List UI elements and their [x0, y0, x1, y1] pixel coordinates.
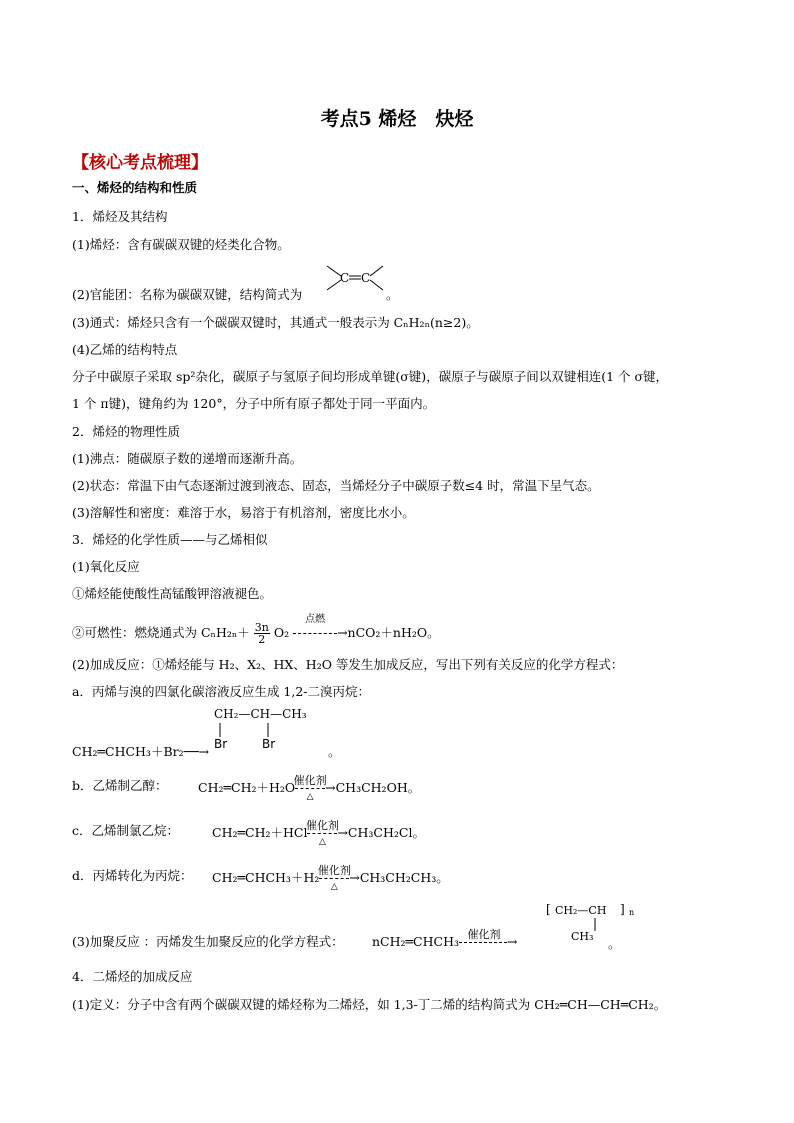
equation-c-products: →CH₃CH₂Cl。 — [337, 825, 425, 840]
combustion-o2: O₂ — [273, 625, 290, 640]
equation-e-end: 。 — [608, 936, 621, 951]
bromine-2: Br — [262, 737, 276, 751]
catalyst-label-e: 催化剂 — [467, 927, 501, 941]
combustion-products: →nCO₂＋nH₂O。 — [337, 625, 440, 640]
equation-d-reactants: CH₂═CHCH₃＋H₂ — [212, 870, 320, 885]
para-oxidation: (1)氧化反应 — [72, 559, 140, 574]
para-kmno4: ①烯烃能使酸性高锰酸钾溶液褪色。 — [72, 586, 273, 601]
subheading-1: 1．烯烃及其结构 — [72, 209, 168, 224]
para-solubility: (3)溶解性和密度：难溶于水，易溶于有机溶剂，密度比水小。 — [72, 505, 415, 520]
para-diene-definition: (1)定义：分子中含有两个碳碳双键的烯烃称为二烯烃，如 1,3-丁二烯的结构简式为 CH₂═CH—CH═CH₂。 — [72, 997, 667, 1012]
equation-c-reactants: CH₂═CH₂＋HCl — [212, 825, 308, 840]
equation-e — [372, 927, 518, 949]
bromine-1: Br — [214, 737, 228, 751]
equation-c-label: c．乙烯制氯乙烷： — [72, 823, 180, 838]
section-heading: 【核心考点梳理】 — [72, 153, 208, 173]
para-ethylene-structure: (4)乙烯的结构特点 — [72, 342, 178, 357]
equation-d-label: d．丙烯转化为丙烷： — [72, 868, 193, 883]
svg-text:C: C — [340, 271, 350, 285]
equation-e-reactants: nCH₂═CHCH₃ — [372, 934, 459, 949]
svg-text:C: C — [361, 271, 371, 285]
para-functional-group-text: (2)官能团：名称为碳碳双键，结构简式为 — [72, 287, 303, 302]
para-functional-group — [72, 287, 302, 303]
equation-b-reactants: CH₂═CH₂＋H₂O — [198, 780, 296, 795]
page-title: 考点5 烯烃 炔烃 — [320, 108, 474, 130]
polymer-chain: CH₂—CH — [555, 904, 607, 917]
polymer-subscript-n: n — [629, 908, 635, 917]
equation-d-products: →CH₃CH₂CH₃。 — [349, 870, 449, 885]
subheading-3: 3．烯烃的化学性质——与乙烯相似 — [72, 532, 268, 547]
para-propene-bromine: a．丙烯与溴的四氯化碳溶液反应生成 1,2-二溴丙烷： — [72, 684, 371, 699]
catalyst-label-b: 催化剂 — [293, 773, 327, 787]
fraction-denominator: 2 — [258, 633, 266, 646]
equation-d — [212, 863, 449, 892]
equation-b-products: →CH₃CH₂OH。 — [325, 780, 421, 795]
catalyst-label-c: 催化剂 — [305, 818, 339, 832]
catalyst-label-d: 催化剂 — [317, 863, 351, 877]
para-hybridization-2: 1 个 π键)，键角约为 120°，分子中所有原子都处于同一平面内。 — [72, 396, 436, 411]
para-addition: (2)加成反应：①烯烃能与 H₂、X₂、HX、H₂O 等发生加成反应，写出下列有关反应的化学方程式： — [72, 657, 624, 672]
para-functional-group-end: 。 — [386, 287, 399, 302]
fraction-3n-over-2 — [254, 622, 270, 645]
para-state: (2)状态：常温下由气态逐渐过渡到液态、固态，当烯烃分子中碳原子数≤4 时，常温下呈气态。 — [72, 478, 600, 493]
equation-b — [198, 773, 421, 802]
equation-a: CH₂═CHCH₃＋Br₂──→ — [72, 744, 210, 759]
heat-label-d: △ — [330, 881, 338, 892]
heat-label-c: △ — [318, 836, 326, 847]
polymer-bracket-close: ] — [620, 902, 625, 916]
para-boiling-point: (1)沸点：随碳原子数的递增而逐渐升高。 — [72, 451, 303, 466]
equation-e-label: (3)加聚反应 ：丙烯发生加聚反应的化学方程式： — [72, 934, 344, 949]
para-hybridization-1: 分子中碳原子采取 sp²杂化，碳原子与氢原子间均形成单键(σ键)，碳原子与碳原子间以双键相连(1 个 σ键， — [72, 369, 668, 384]
para-combustion — [72, 614, 440, 646]
dibromopropane-top: CH₂—CH—CH₃ — [214, 707, 307, 721]
para-alkene-definition: (1)烯烃：含有碳碳双键的烃类化合物。 — [72, 237, 290, 252]
combustion-condition: 点燃 — [305, 614, 326, 625]
para-general-formula: (3)通式：烯烃只含有一个碳碳双键时，其通式一般表示为 CₙH₂ₙ(n≥2)。 — [72, 315, 479, 330]
equation-a-end: 。 — [328, 744, 341, 759]
heading-1: 一、烯烃的结构和性质 — [72, 180, 198, 195]
subheading-2: 2．烯烃的物理性质 — [72, 424, 180, 439]
polymer-bracket-open: [ — [546, 902, 551, 916]
equation-b-label: b．乙烯制乙醇： — [72, 778, 168, 793]
equation-c — [212, 818, 425, 847]
combustion-text: ②可燃性：燃烧通式为 CₙH₂ₙ＋ — [72, 625, 250, 640]
fraction-numerator: 3n — [254, 621, 269, 634]
double-bond-structure — [325, 258, 385, 298]
heat-label-b: △ — [306, 791, 314, 802]
polymer-methyl: CH₃ — [571, 930, 594, 943]
equation-e-arrow: → — [507, 934, 518, 949]
subheading-4: 4．二烯烃的加成反应 — [72, 969, 193, 984]
